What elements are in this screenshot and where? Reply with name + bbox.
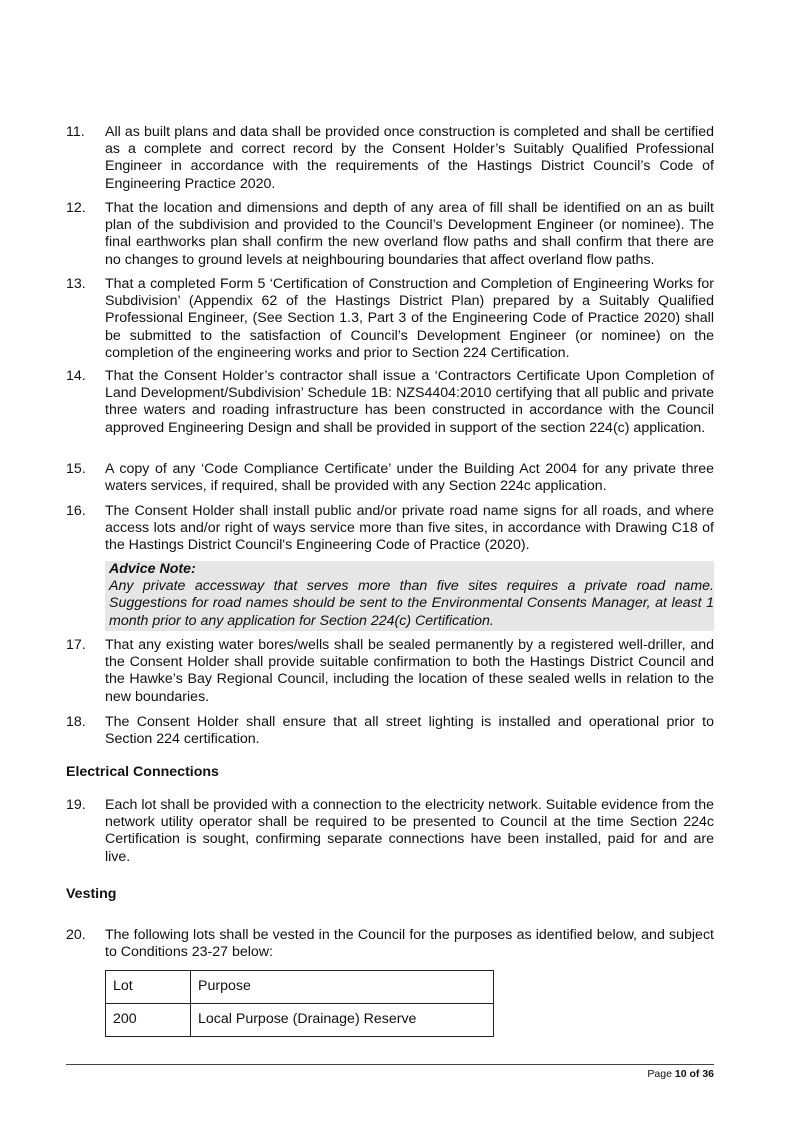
condition-20: [66, 927, 714, 961]
condition-text: The following lots shall be vested in the Council for the purposes as identified below, and subject to Conditions 23-27 below:: [105, 927, 714, 961]
page-current: 10: [674, 1068, 687, 1080]
condition-number: 12.: [66, 200, 86, 216]
condition-text: Each lot shall be provided with a connection to the electricity network. Suitable evidence from the network utility operator shall be required to be presented to Council at the time Section 224c Certification is sought, confirming separate connections have been installed, paid for and are live.: [105, 797, 714, 865]
condition-18: [66, 714, 714, 748]
condition-number: 15.: [66, 461, 86, 477]
condition-text: The Consent Holder shall ensure that all street lighting is installed and operational prior to Section 224 certification.: [105, 714, 714, 748]
condition-number: 16.: [66, 503, 86, 519]
condition-text: The Consent Holder shall install public and/or private road name signs for all roads, and where access lots and/or right of ways service more than five sites, in accordance with Drawing C18 of the Hastings District Council's Engineering Code of Practice (2020).: [105, 503, 714, 554]
advice-note: [105, 561, 714, 631]
table-header-row: [106, 971, 494, 1004]
heading-electrical-connections: Electrical Connections: [66, 764, 219, 780]
page-number: [647, 1068, 714, 1081]
table-cell-lot: 200: [106, 1004, 191, 1037]
table-cell-purpose: Local Purpose (Drainage) Reserve: [191, 1004, 494, 1037]
condition-12: [66, 200, 714, 269]
condition-17: [66, 637, 714, 706]
condition-13: [66, 276, 714, 362]
page-separator: of: [689, 1068, 700, 1080]
condition-text: That a completed Form 5 ‘Certification of Construction and Completion of Engineering Works for Subdivision’ (Appendix 62 of the Hastings District Plan) prepared by a Suitably Qualified Professional Engineer, (See Section 1.3, Part 3 of the Engineering Code of Practice 2020) shall be submitted to the satisfaction of Council’s Development Engineer (or nominee) on the completion of the engineering works and prior to Section 224 Certification.: [105, 276, 714, 361]
condition-number: 13.: [66, 276, 86, 292]
page-prefix: Page: [647, 1068, 672, 1080]
condition-text: That any existing water bores/wells shall be sealed permanently by a registered well-driller, and the Consent Holder shall provide suitable confirmation to both the Hastings District Council and the Hawke’s Bay Regional Council, including the location of these sealed wells in relation to the new boundaries.: [105, 637, 714, 705]
condition-text: All as built plans and data shall be provided once construction is completed and shall be certified as a complete and correct record by the Consent Holder’s Suitably Qualified Professional Engineer in accordance with the requirements of the Hastings District Council’s Code of Engineering Practice 2020.: [105, 124, 714, 192]
condition-11: [66, 124, 714, 193]
table-header-purpose: Purpose: [191, 971, 494, 1004]
advice-note-title: Advice Note:: [109, 561, 196, 577]
condition-text: That the location and dimensions and depth of any area of fill shall be identified on an as built plan of the subdivision and provided to the Council’s Development Engineer (or nominee). The final earthworks plan shall confirm the new overland flow paths and shall confirm that there are no changes to ground levels at neighbouring boundaries that affect overland flow paths.: [105, 200, 714, 268]
condition-number: 20.: [66, 927, 86, 943]
condition-number: 11.: [66, 124, 85, 140]
condition-text: That the Consent Holder’s contractor shall issue a ‘Contractors Certificate Upon Completion of Land Development/Subdivision’ Schedule 1B: NZS4404:2010 certifying that all public and private three waters and roading infrastructure has been constructed in accordance with the Council approved Engineering Design and shall be provided in support of the section 224(c) application.: [105, 368, 714, 436]
page-total: 36: [702, 1068, 714, 1080]
condition-16: [66, 503, 714, 555]
condition-number: 17.: [66, 637, 86, 653]
condition-15: [66, 461, 714, 495]
lots-table: [105, 970, 494, 1037]
condition-number: 19.: [66, 797, 86, 813]
heading-vesting: Vesting: [66, 886, 117, 902]
condition-text: A copy of any ‘Code Compliance Certificate’ under the Building Act 2004 for any private three waters services, if required, shall be provided with any Section 224c application.: [105, 461, 714, 495]
condition-number: 14.: [66, 368, 86, 384]
condition-14: [66, 368, 714, 437]
condition-number: 18.: [66, 714, 86, 730]
table-row: [106, 1004, 494, 1037]
footer-divider: [66, 1064, 714, 1065]
advice-note-text: Any private accessway that serves more than five sites requires a private road name. Suggestions for road names should be sent to the Environmental Consents Manager, at least 1 month prior to any application for Section 224(c) Certification.: [109, 578, 714, 629]
condition-19: [66, 797, 714, 866]
table-header-lot: Lot: [106, 971, 191, 1004]
